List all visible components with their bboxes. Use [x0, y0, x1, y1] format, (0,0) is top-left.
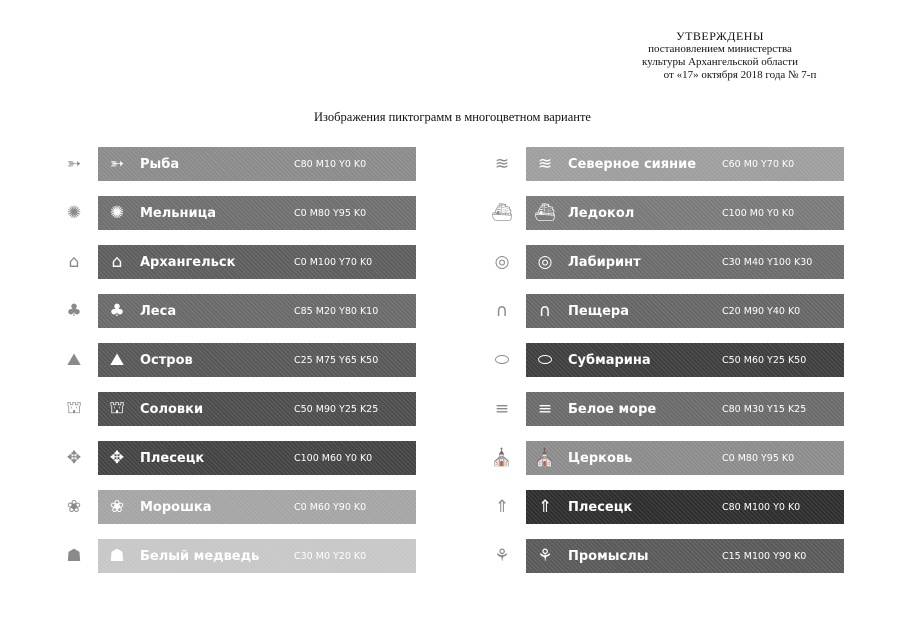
pictogram-name: Плесецк [568, 499, 633, 515]
labyrinth-icon: ◎ [494, 252, 510, 272]
pictogram-bar [98, 147, 416, 181]
pictogram-cmyk-value: C80 M30 Y15 K25 [722, 403, 807, 415]
pictogram-name: Промыслы [568, 548, 649, 564]
icebreaker-icon: ⛴ [491, 203, 513, 223]
pictogram-name: Лабиринт [568, 254, 641, 270]
fish-icon: ➳ [66, 154, 82, 174]
rocket-icon: ⇑ [537, 497, 553, 517]
church-icon: ⛪ [534, 448, 556, 468]
pictogram-cmyk-value: C100 M60 Y0 K0 [294, 452, 373, 464]
pictogram-cmyk-value: C0 M60 Y90 K0 [294, 501, 367, 513]
approval-header [560, 30, 880, 82]
pictogram-row [490, 245, 820, 279]
pictogram-name: Субмарина [568, 352, 651, 368]
pictogram-cmyk-value: C50 M90 Y25 K25 [294, 403, 379, 415]
pictogram-name: Остров [140, 352, 193, 368]
pictogram-name: Плесецк [140, 450, 205, 466]
church-icon: ⛪ [491, 448, 513, 468]
labyrinth-icon: ◎ [537, 252, 553, 272]
pictogram-cmyk-value: C0 M80 Y95 K0 [294, 207, 367, 219]
pictogram-bar [526, 392, 844, 426]
pictogram-bar [526, 245, 844, 279]
cave-icon: ∩ [538, 301, 552, 321]
pictogram-row [490, 147, 820, 181]
pictogram-cmyk-value: C80 M10 Y0 K0 [294, 158, 367, 170]
rocket-icon: ⇑ [494, 497, 510, 517]
building-icon: ⌂ [111, 252, 123, 272]
windmill-icon: ✺ [66, 203, 82, 223]
pictogram-row [62, 392, 392, 426]
trees-icon: ♣ [109, 301, 125, 321]
pictogram-row [62, 441, 392, 475]
pictogram-row [62, 490, 392, 524]
pictogram-name: Церковь [568, 450, 633, 466]
island-icon: ⛰ [66, 350, 82, 370]
pictogram-bar [526, 196, 844, 230]
crafts-icon: ⚘ [494, 546, 510, 566]
pictogram-row [490, 196, 820, 230]
pictogram-name: Морошка [140, 499, 212, 515]
pictogram-bar [526, 441, 844, 475]
pictogram-name: Ледокол [568, 205, 635, 221]
monastery-icon: ⛫ [109, 398, 125, 418]
pictogram-row [490, 490, 820, 524]
pictogram-row [62, 343, 392, 377]
pictogram-cmyk-value: C50 M60 Y25 K50 [722, 354, 807, 366]
pictogram-cmyk-value: C20 M90 Y40 K0 [722, 305, 801, 317]
pictogram-name: Мельница [140, 205, 216, 221]
approval-title: УТВЕРЖДЕНЫ [676, 29, 764, 43]
pictogram-cmyk-value: C100 M0 Y0 K0 [722, 207, 795, 219]
approval-line-1: постановлением министерства [648, 43, 792, 55]
cloudberry-icon: ❀ [66, 497, 82, 517]
pictogram-row [490, 392, 820, 426]
pictogram-cmyk-value: C30 M0 Y20 K0 [294, 550, 367, 562]
pictogram-bar [526, 343, 844, 377]
pictogram-cmyk-value: C85 M20 Y80 K10 [294, 305, 379, 317]
pictogram-bar [98, 539, 416, 573]
pictogram-cmyk-value: C25 M75 Y65 K50 [294, 354, 379, 366]
document-title: Изображения пиктограмм в многоцветном варианте [314, 110, 591, 124]
pictogram-bar [526, 147, 844, 181]
pictogram-row [62, 196, 392, 230]
pictogram-cmyk-value: C30 M40 Y100 K30 [722, 256, 813, 268]
pictogram-name: Рыба [140, 156, 180, 172]
crafts-icon: ⚘ [537, 546, 553, 566]
polar-bear-icon: ☗ [66, 546, 82, 566]
windmill-icon: ✺ [109, 203, 125, 223]
approval-line-2: культуры Архангельской области [642, 56, 798, 68]
pictogram-cmyk-value: C0 M80 Y95 K0 [722, 452, 795, 464]
pictogram-cmyk-value: C80 M100 Y0 K0 [722, 501, 801, 513]
pictogram-bar [98, 245, 416, 279]
pictogram-cmyk-value: C60 M0 Y70 K0 [722, 158, 795, 170]
pictogram-bar [98, 490, 416, 524]
satellite-icon: ✥ [66, 448, 82, 468]
pictogram-row [490, 539, 820, 573]
building-icon: ⌂ [68, 252, 80, 272]
icebreaker-icon: ⛴ [534, 203, 556, 223]
pictogram-bar [526, 294, 844, 328]
polar-bear-icon: ☗ [109, 546, 125, 566]
cave-icon: ∩ [495, 301, 509, 321]
pictogram-row [490, 441, 820, 475]
monastery-icon: ⛫ [66, 398, 82, 418]
pictogram-bar [98, 294, 416, 328]
aurora-icon: ≋ [494, 154, 510, 174]
pictogram-column-left [62, 147, 392, 588]
sea-icon: ≡ [494, 399, 510, 419]
submarine-icon: ⬭ [494, 350, 510, 370]
pictogram-bar [98, 441, 416, 475]
island-icon: ⛰ [109, 350, 125, 370]
pictogram-bar [98, 392, 416, 426]
satellite-icon: ✥ [109, 448, 125, 468]
pictogram-bar [526, 490, 844, 524]
pictogram-name: Леса [140, 303, 177, 319]
pictogram-bar [98, 196, 416, 230]
pictogram-bar [526, 539, 844, 573]
cloudberry-icon: ❀ [109, 497, 125, 517]
pictogram-row [62, 147, 392, 181]
pictogram-row [62, 294, 392, 328]
fish-icon: ➳ [109, 154, 125, 174]
pictogram-cmyk-value: C0 M100 Y70 K0 [294, 256, 373, 268]
pictogram-column-right [490, 147, 820, 588]
submarine-icon: ⬭ [537, 350, 553, 370]
pictogram-row [490, 294, 820, 328]
sea-icon: ≡ [537, 399, 553, 419]
approval-line-3: от «17» октября 2018 года № 7-п [663, 69, 817, 81]
pictogram-name: Архангельск [140, 254, 236, 270]
pictogram-bar [98, 343, 416, 377]
pictogram-cmyk-value: C15 M100 Y90 K0 [722, 550, 807, 562]
pictogram-row [490, 343, 820, 377]
pictogram-row [62, 245, 392, 279]
pictogram-name: Соловки [140, 401, 204, 417]
trees-icon: ♣ [66, 301, 82, 321]
pictogram-name: Белое море [568, 401, 657, 417]
pictogram-name: Пещера [568, 303, 629, 319]
pictogram-name: Северное сияние [568, 156, 697, 172]
pictogram-row [62, 539, 392, 573]
pictogram-name: Белый медведь [140, 548, 260, 564]
aurora-icon: ≋ [537, 154, 553, 174]
